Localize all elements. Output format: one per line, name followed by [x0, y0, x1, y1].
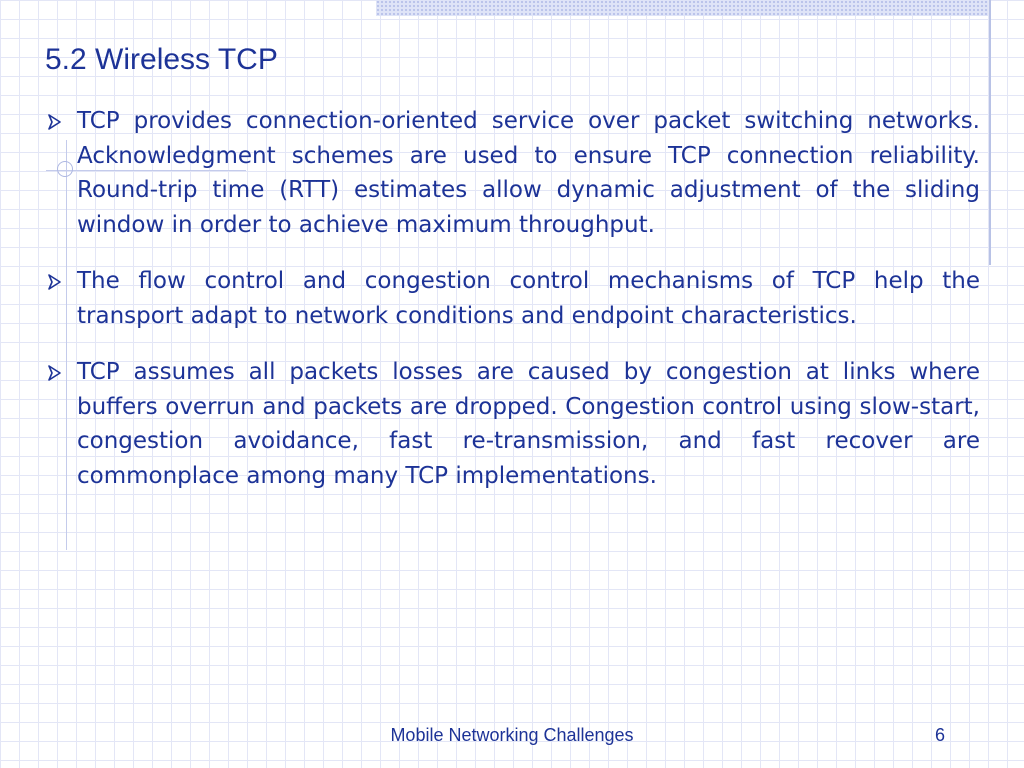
slide-title: 5.2 Wireless TCP — [45, 43, 278, 76]
bullet-text: TCP assumes all packets losses are caused by congestion at links where buffers overrun and packets are dropped. Congestion control using slow-start, congestion avoidance, fast re-transmission, and fast recover are commonplace among many TCP implementations. — [77, 359, 980, 489]
bullet-item — [46, 104, 980, 242]
bullet-text: The flow control and congestion control mechanisms of TCP help the transport adapt to network conditions and endpoint characteristics. — [77, 268, 980, 329]
bullet-item — [46, 264, 980, 333]
arrow-bullet-icon — [46, 273, 63, 291]
top-decorative-band — [376, 0, 988, 16]
right-decorative-line — [989, 0, 991, 265]
bullet-item — [46, 355, 980, 493]
bullet-text: TCP provides connection-oriented service over packet switching networks. Acknowledgment schemes are used to ensure TCP connection reliability. Round-trip time (RTT) estimates allow dynamic adjustment of the sliding window in order to achieve maximum throughput. — [77, 108, 980, 238]
arrow-bullet-icon — [46, 113, 63, 131]
page-number: 6 — [934, 725, 945, 745]
footer-label: Mobile Networking Challenges — [390, 725, 634, 745]
bullet-list — [46, 104, 980, 515]
arrow-bullet-icon — [46, 364, 63, 382]
